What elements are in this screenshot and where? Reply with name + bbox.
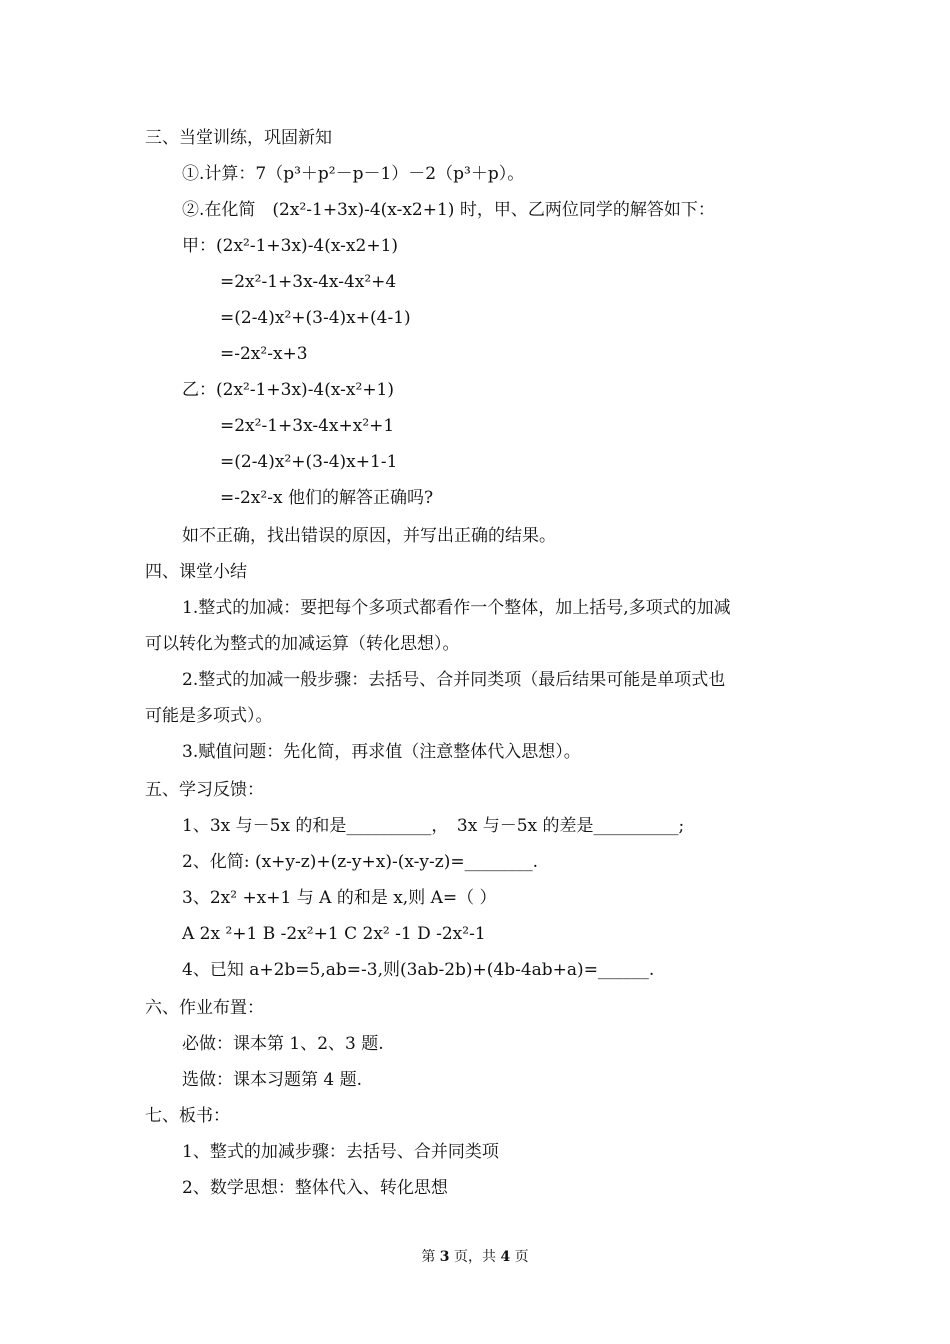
jia-line-3: =(2-4)x²+(3-4)x+(4-1)	[220, 308, 411, 328]
yi-line-1: 乙：(2x²-1+3x)-4(x-x²+1)	[182, 380, 395, 400]
footer-prefix: 第	[421, 1249, 440, 1265]
footer-suffix: 页	[510, 1249, 529, 1265]
yi-line-4: =-2x²-x 他们的解答正确吗?	[220, 488, 434, 508]
summary-1-line-1: 1.整式的加减：要把每个多项式都看作一个整体，加上括号,多项式的加减	[182, 598, 731, 618]
yi-line-2: =2x²-1+3x-4x+x²+1	[220, 416, 395, 436]
section-3-heading: 三、当堂训练，巩固新知	[145, 128, 332, 148]
feedback-q2: 2、化简: (x+y-z)+(z-y+x)-(x-y-z)=________.	[182, 852, 538, 872]
jia-line-4: =-2x²-x+3	[220, 344, 308, 364]
feedback-q3: 3、2x² +x+1 与 A 的和是 x,则 A=（ ）	[182, 888, 497, 908]
feedback-q1: 1、3x 与－5x 的和是__________， 3x 与－5x 的差是__________;	[182, 816, 685, 836]
board-item-1: 1、整式的加减步骤：去括号、合并同类项	[182, 1142, 499, 1162]
page-footer	[0, 1246, 950, 1266]
jia-line-2: =2x²-1+3x-4x-4x²+4	[220, 272, 397, 292]
summary-2-line-2: 可能是多项式）。	[145, 706, 273, 726]
section-6-heading: 六、作业布置：	[145, 998, 264, 1018]
section-7-heading: 七、板书：	[145, 1106, 230, 1126]
exercise-2: ②.在化简 (2x²-1+3x)-4(x-x2+1) 时，甲、乙两位同学的解答如下：	[182, 200, 715, 220]
board-item-2: 2、数学思想：整体代入、转化思想	[182, 1178, 448, 1198]
correction-note: 如不正确，找出错误的原因，并写出正确的结果。	[182, 526, 556, 546]
feedback-q3-options: A 2x ²+1 B -2x²+1 C 2x² -1 D -2x²-1	[182, 924, 486, 944]
homework-required: 必做：课本第 1、2、3 题.	[182, 1034, 384, 1054]
summary-1-line-2: 可以转化为整式的加减运算（转化思想）。	[145, 634, 460, 654]
homework-optional: 选做：课本习题第 4 题.	[182, 1070, 363, 1090]
feedback-q4: 4、已知 a+2b=5,ab=-3,则(3ab-2b)+(4b-4ab+a)=______.	[182, 960, 655, 980]
section-5-heading: 五、学习反馈：	[145, 780, 264, 800]
section-4-heading: 四、课堂小结	[145, 562, 247, 582]
exercise-1: ①.计算：7（p³＋p²－p－1）－2（p³＋p）。	[182, 164, 525, 184]
jia-line-1: 甲：(2x²-1+3x)-4(x-x2+1)	[182, 236, 399, 256]
current-page-number: 3	[439, 1249, 450, 1265]
total-page-number: 4	[500, 1249, 511, 1265]
summary-2-line-1: 2.整式的加减一般步骤：去括号、合并同类项（最后结果可能是单项式也	[182, 670, 726, 690]
footer-middle: 页，共	[449, 1249, 501, 1265]
summary-3: 3.赋值问题：先化简，再求值（注意整体代入思想）。	[182, 742, 581, 762]
yi-line-3: =(2-4)x²+(3-4)x+1-1	[220, 452, 398, 472]
